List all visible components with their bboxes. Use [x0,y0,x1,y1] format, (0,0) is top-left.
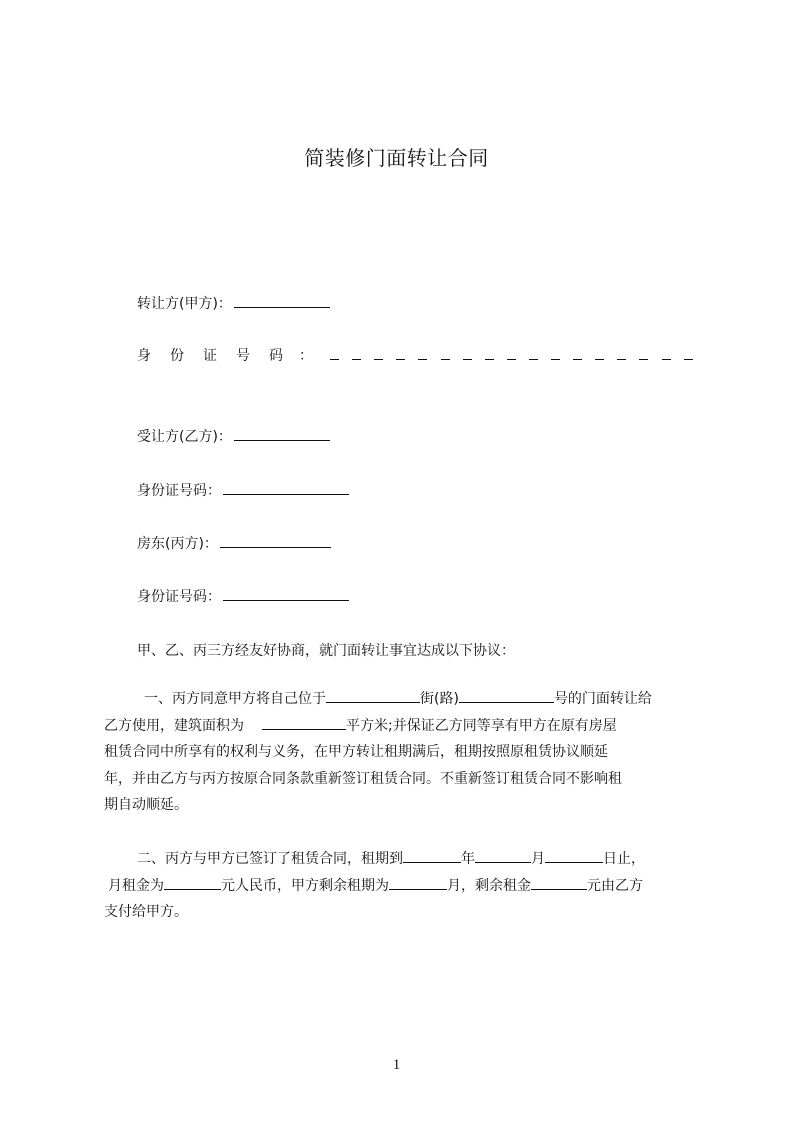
clause-text: 期自动顺延。 [104,797,188,813]
clause-text: 年 [461,851,475,867]
id-dash [507,359,516,360]
id-dash [352,359,361,360]
clause-text: 元由乙方 [587,877,643,894]
landlord-label: 房东(丙方)： [137,536,218,552]
id-dash [573,359,582,360]
clause-text: 号的门面转让给 [553,691,652,707]
transferee-id-field [137,480,349,500]
landlord-blank[interactable] [220,533,331,548]
id-dash [639,359,648,360]
clause-1 [104,686,699,819]
id-dash [418,359,427,360]
id-dash [684,359,693,360]
transferee-blank[interactable] [234,426,330,441]
transferee-label: 受让方(乙方)： [137,429,232,445]
transferee-id-blank[interactable] [223,480,349,495]
document-title: 简装修门面转让合同 [304,146,489,170]
transferor-id-field [137,345,707,365]
landlord-id-field [137,586,349,606]
clause-text: 乙方使用，建筑面积为 [104,717,244,734]
id-dash [617,359,626,360]
clause-text: 街(路) [420,691,459,707]
year-blank[interactable] [403,847,461,863]
street-blank[interactable] [326,687,420,703]
id-char: 份 [170,348,184,364]
id-char: 身 [137,348,151,364]
transferor-field [137,293,330,313]
transferor-label: 转让方(甲方)： [137,296,232,312]
id-dash [529,359,538,360]
remaining-rent-blank[interactable] [531,874,587,890]
id-char: 证 [203,348,217,364]
id-dash [330,359,339,360]
id-dash [551,359,560,360]
id-dash [441,359,450,360]
transferee-field [137,426,330,446]
id-dash [374,359,383,360]
clause-text: 月，剩余租金 [447,877,531,894]
monthly-rent-blank[interactable] [164,874,221,890]
id-char: 码 [269,348,283,364]
number-blank[interactable] [459,687,554,703]
clause-text: 租赁合同中所享有的权利与义务，在甲方转让租期满后，租期按照原租赁协议顺延 [104,744,608,760]
id-char: 号 [236,348,250,364]
day-blank[interactable] [545,847,603,863]
clause-2 [104,846,699,926]
clause-text: 日止， [603,851,645,867]
clause-text: 月 [531,851,545,867]
clause-text: 一、丙方同意甲方将自己位于 [144,691,326,707]
clause-text: 月租金为 [108,877,164,894]
transferee-id-label: 身份证号码： [137,483,221,499]
landlord-field [137,533,331,553]
landlord-id-blank[interactable] [223,586,349,601]
clause-text: 二、丙方与甲方已签订了租赁合同，租期到 [137,851,403,867]
clause-text: 元人民币，甲方剩余租期为 [221,877,389,894]
id-dash [463,359,472,360]
id-dash [662,359,671,360]
clause-text: 年，并由乙方与丙方按原合同条款重新签订租赁合同。不重新签订租赁合同不影响租 [104,770,622,787]
remaining-term-blank[interactable] [389,874,447,890]
month-blank[interactable] [475,847,531,863]
id-char: ： [299,348,313,364]
id-dash [595,359,604,360]
page-number: 1 [392,1057,401,1073]
intro-text: 甲、乙、丙三方经友好协商，就门面转让事宜达成以下协议： [137,643,515,659]
clause-text: 平方米;并保证乙方同等享有甲方在原有房屋 [346,717,617,734]
transferor-blank[interactable] [234,293,330,308]
area-blank[interactable] [262,714,346,730]
id-dash [485,359,494,360]
id-dash [396,359,405,360]
landlord-id-label: 身份证号码： [137,589,221,605]
clause-text: 支付给甲方。 [104,904,188,920]
